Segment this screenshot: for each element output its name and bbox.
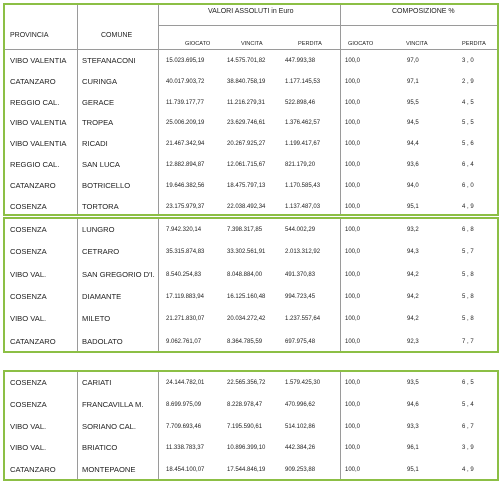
cell-p-gioc: 100,0 (345, 120, 361, 127)
cell-vincita: 7.195.590,61 (227, 423, 263, 430)
cell-comune: BRIATICO (82, 443, 118, 453)
cell-provincia: COSENZA (10, 201, 47, 211)
cell-comune: BADOLATO (82, 336, 123, 346)
table-2 (3, 217, 499, 353)
cell-provincia: COSENZA (10, 378, 47, 387)
table-row (5, 219, 497, 241)
cell-perdita: 1.137.487,03 (285, 203, 321, 210)
cell-vincita: 22.038.492,34 (227, 203, 266, 210)
cell-p-vinc: 94,4 (407, 141, 419, 148)
table-row (5, 331, 497, 353)
cell-giocato: 11.739.177,77 (166, 99, 204, 106)
cell-p-gioc: 100,0 (345, 271, 361, 278)
cell-comune: SAN LUCA (82, 160, 120, 169)
cell-p-gioc: 100,0 (345, 380, 361, 386)
cell-p-gioc: 100,0 (345, 445, 361, 452)
cell-giocato: 25.006.209,19 (166, 120, 205, 127)
cell-p-perd: 5 , 8 (462, 293, 474, 300)
cell-comune: STEFANACONI (82, 56, 136, 65)
cell-perdita: 470.996,62 (285, 401, 316, 408)
header-giocato-pct: GIOCATO (348, 41, 374, 47)
cell-giocato: 18.454.100,07 (166, 467, 205, 474)
cell-vincita: 18.475.797,13 (227, 182, 266, 189)
table-row (5, 241, 497, 263)
cell-vincita: 8.048.884,00 (227, 271, 263, 278)
cell-p-vinc: 93,2 (407, 227, 419, 233)
table-row (5, 154, 497, 176)
cell-vincita: 14.575.701,82 (227, 58, 266, 64)
cell-p-vinc: 94,0 (407, 182, 419, 189)
header-valori: VALORI ASSOLUTI in Euro (208, 8, 294, 15)
table-row (5, 459, 497, 481)
cell-p-vinc: 92,3 (407, 338, 419, 345)
cell-provincia: CATANZARO (10, 465, 56, 475)
cell-perdita: 544.002,29 (285, 227, 316, 233)
cell-p-vinc: 95,1 (407, 203, 419, 210)
cell-comune: BOTRICELLO (82, 180, 131, 190)
cell-giocato: 8.540.254,83 (166, 271, 202, 278)
cell-p-perd: 6 , 0 (462, 182, 474, 189)
cell-comune: MILETO (82, 314, 111, 324)
cell-perdita: 909.253,88 (285, 467, 316, 474)
cell-giocato: 23.175.979,37 (166, 203, 205, 210)
cell-p-gioc: 100,0 (345, 78, 361, 85)
cell-p-gioc: 100,0 (345, 293, 361, 300)
cell-p-perd: 5 , 7 (462, 249, 474, 256)
cell-p-perd: 5 , 5 (462, 120, 474, 127)
table-3 (3, 370, 499, 481)
table-header (5, 5, 497, 50)
table-row (5, 50, 497, 72)
header-comune: COMUNE (101, 32, 133, 39)
cell-p-perd: 3 , 0 (462, 58, 474, 64)
header-vincita-pct: VINCITA (406, 41, 428, 47)
cell-provincia: VIBO VALENTIA (10, 56, 67, 65)
cell-p-vinc: 94,5 (407, 120, 419, 127)
cell-provincia: CATANZARO (10, 76, 56, 86)
table-row (5, 71, 497, 93)
cell-vincita: 33.302.561,91 (227, 249, 266, 256)
table-row (5, 308, 497, 330)
header-giocato: GIOCATO (185, 41, 211, 47)
cell-comune: CETRARO (82, 247, 120, 257)
cell-p-gioc: 100,0 (345, 162, 361, 168)
cell-p-gioc: 100,0 (345, 316, 361, 323)
cell-comune: CARIATI (82, 378, 112, 387)
cell-giocato: 21.271.830,07 (166, 316, 205, 323)
cell-giocato: 17.119.883,94 (166, 293, 204, 300)
cell-p-gioc: 100,0 (345, 467, 361, 474)
cell-vincita: 23.629.746,61 (227, 120, 266, 127)
cell-provincia: COSENZA (10, 399, 47, 409)
cell-vincita: 16.125.160,48 (227, 293, 266, 300)
cell-p-perd: 4 , 5 (462, 99, 474, 106)
table-row (5, 394, 497, 416)
cell-p-perd: 4 , 9 (462, 203, 474, 210)
cell-comune: TROPEA (82, 118, 114, 128)
table-row (5, 286, 497, 308)
cell-comune: CURINGA (82, 76, 118, 86)
cell-p-perd: 7 , 7 (462, 338, 474, 345)
cell-vincita: 38.840.758,19 (227, 78, 266, 85)
cell-p-vinc: 96,1 (407, 445, 419, 452)
cell-p-gioc: 100,0 (345, 203, 361, 210)
cell-provincia: VIBO VAL. (10, 421, 47, 431)
cell-p-vinc: 93,3 (407, 423, 419, 430)
cell-vincita: 7.398.317,85 (227, 227, 263, 233)
cell-p-gioc: 100,0 (345, 423, 361, 430)
cell-p-vinc: 95,1 (407, 467, 419, 474)
cell-vincita: 12.061.715,67 (227, 162, 266, 168)
cell-p-gioc: 100,0 (345, 227, 361, 233)
cell-perdita: 1.237.557,64 (285, 316, 321, 323)
cell-comune: LUNGRO (82, 225, 115, 234)
cell-perdita: 1.177.145,53 (285, 78, 321, 85)
cell-vincita: 22.565.356,72 (227, 380, 266, 386)
cell-provincia: COSENZA (10, 247, 47, 257)
cell-perdita: 491.370,83 (285, 271, 316, 278)
cell-p-vinc: 97,1 (407, 78, 419, 85)
table-row (5, 416, 497, 438)
header-provincia: PROVINCIA (10, 32, 49, 39)
table-row (5, 133, 497, 155)
cell-perdita: 447.993,38 (285, 58, 316, 64)
cell-p-vinc: 94,2 (407, 316, 419, 323)
cell-provincia: CATANZARO (10, 180, 56, 190)
cell-perdita: 522.898,46 (285, 99, 316, 106)
cell-vincita: 17.544.846,19 (227, 467, 266, 474)
header-vincita: VINCITA (241, 41, 263, 47)
cell-p-perd: 5 , 8 (462, 271, 474, 278)
cell-vincita: 10.896.399,10 (227, 445, 266, 452)
cell-p-perd: 5 , 8 (462, 316, 474, 323)
cell-provincia: CATANZARO (10, 336, 56, 346)
table-row (5, 264, 497, 286)
cell-p-perd: 6 , 5 (462, 380, 474, 386)
cell-comune: RICADI (82, 139, 108, 149)
cell-perdita: 2.013.312,92 (285, 249, 321, 256)
cell-provincia: VIBO VAL. (10, 314, 47, 324)
cell-p-perd: 2 , 9 (462, 78, 474, 85)
cell-giocato: 7.942.320,14 (166, 227, 202, 233)
cell-p-gioc: 100,0 (345, 401, 361, 408)
table-row (5, 112, 497, 134)
cell-vincita: 8.228.978,47 (227, 401, 263, 408)
cell-vincita: 20.267.925,27 (227, 141, 266, 148)
cell-p-perd: 5 , 6 (462, 141, 474, 148)
cell-vincita: 11.216.279,31 (227, 99, 265, 106)
cell-p-gioc: 100,0 (345, 249, 361, 256)
cell-vincita: 8.364.785,59 (227, 338, 263, 345)
cell-provincia: REGGIO CAL. (10, 160, 60, 169)
cell-p-perd: 6 , 4 (462, 162, 474, 168)
table-row (5, 437, 497, 459)
table-1 (3, 3, 499, 216)
cell-p-perd: 3 , 9 (462, 445, 474, 452)
cell-provincia: VIBO VAL. (10, 443, 47, 453)
cell-comune: SORIANO CAL. (82, 421, 137, 431)
cell-p-vinc: 94,6 (407, 401, 419, 408)
cell-p-gioc: 100,0 (345, 338, 361, 345)
cell-perdita: 514.102,86 (285, 423, 316, 430)
cell-p-perd: 6 , 7 (462, 423, 474, 430)
cell-comune: TORTORA (82, 201, 119, 211)
cell-perdita: 697.975,48 (285, 338, 316, 345)
cell-p-vinc: 94,3 (407, 249, 419, 256)
cell-p-vinc: 94,2 (407, 271, 419, 278)
cell-giocato: 19.646.382,56 (166, 182, 205, 189)
table-row (5, 92, 497, 114)
header-perdita-pct: PERDITA (462, 41, 486, 47)
cell-p-vinc: 95,5 (407, 99, 419, 106)
cell-perdita: 821.179,20 (285, 162, 316, 168)
cell-perdita: 1.170.585,43 (285, 182, 321, 189)
cell-perdita: 1.199.417,67 (285, 141, 321, 148)
cell-giocato: 35.315.874,83 (166, 249, 205, 256)
cell-p-gioc: 100,0 (345, 141, 361, 148)
cell-comune: MONTEPAONE (82, 465, 136, 475)
cell-perdita: 1.376.462,57 (285, 120, 321, 127)
cell-giocato: 11.338.783,37 (166, 445, 204, 452)
cell-giocato: 7.709.693,46 (166, 423, 202, 430)
cell-giocato: 24.144.782,01 (166, 380, 205, 386)
cell-perdita: 1.579.425,30 (285, 380, 321, 386)
cell-provincia: VIBO VALENTIA (10, 139, 67, 149)
header-composizione: COMPOSIZIONE % (392, 8, 455, 15)
cell-p-gioc: 100,0 (345, 99, 361, 106)
cell-vincita: 20.034.272,42 (227, 316, 266, 323)
cell-perdita: 994.723,45 (285, 293, 316, 300)
cell-comune: FRANCAVILLA M. (82, 399, 144, 409)
cell-giocato: 9.062.761,07 (166, 338, 202, 345)
table-row (5, 372, 497, 394)
cell-provincia: REGGIO CAL. (10, 97, 60, 107)
cell-provincia: COSENZA (10, 225, 47, 234)
cell-p-vinc: 97,0 (407, 58, 419, 64)
cell-p-perd: 5 , 4 (462, 401, 474, 408)
table-row (5, 196, 497, 218)
cell-p-perd: 4 , 9 (462, 467, 474, 474)
cell-giocato: 21.467.342,94 (166, 141, 205, 148)
cell-comune: SAN GREGORIO D'I. (82, 269, 155, 279)
cell-comune: DIAMANTE (82, 291, 122, 301)
cell-p-gioc: 100,0 (345, 182, 361, 189)
cell-giocato: 15.023.695,19 (166, 58, 205, 64)
table-row (5, 175, 497, 197)
cell-giocato: 8.699.975,09 (166, 401, 202, 408)
cell-perdita: 442.384,26 (285, 445, 316, 452)
cell-p-vinc: 93,6 (407, 162, 419, 168)
header-perdita: PERDITA (298, 41, 322, 47)
cell-provincia: COSENZA (10, 291, 47, 301)
cell-p-perd: 6 , 8 (462, 227, 474, 233)
cell-p-gioc: 100,0 (345, 58, 361, 64)
cell-provincia: VIBO VALENTIA (10, 118, 67, 128)
cell-provincia: VIBO VAL. (10, 269, 47, 279)
cell-giocato: 40.017.903,72 (166, 78, 205, 85)
cell-p-vinc: 93,5 (407, 380, 419, 386)
cell-giocato: 12.882.894,87 (166, 162, 205, 168)
cell-comune: GERACE (82, 97, 115, 107)
cell-p-vinc: 94,2 (407, 293, 419, 300)
